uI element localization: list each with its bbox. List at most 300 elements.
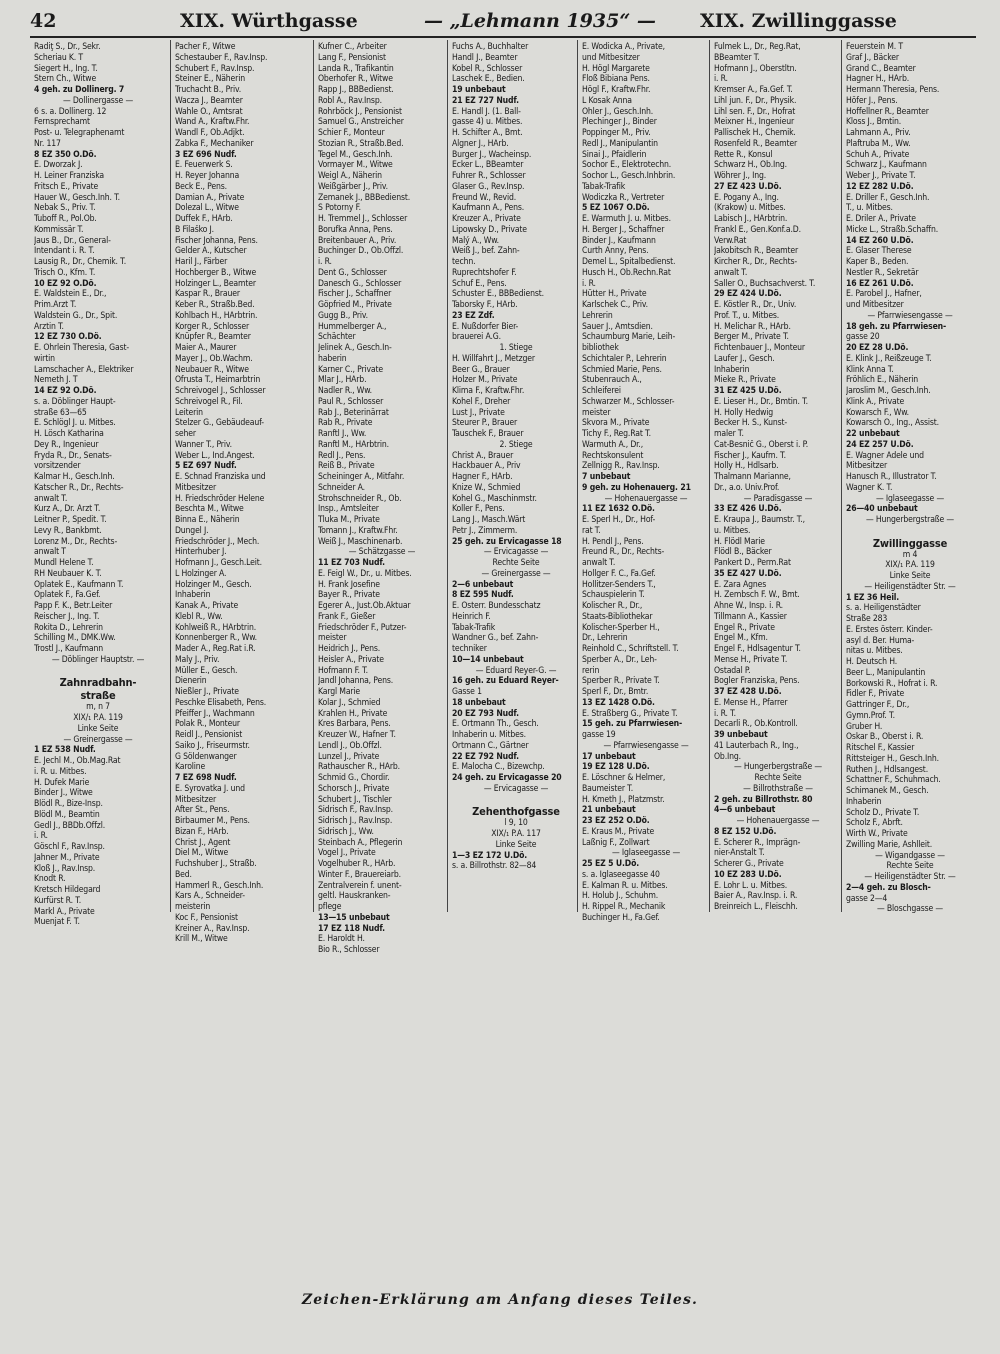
directory-entry-line: 29 EZ 424 U.Dö. bbox=[714, 289, 782, 300]
directory-entry-line: Klima F., Kraftw.Fhr. bbox=[452, 386, 525, 396]
directory-entry-line: Rohrböck J., Pensionist bbox=[318, 106, 402, 117]
directory-entry-line: Hauer W., Gesch.Inh. T. bbox=[34, 192, 120, 203]
directory-entry-line: Redl J., Pens. bbox=[318, 450, 366, 461]
directory-entry-line: wirtin bbox=[34, 353, 55, 364]
directory-entry-line: 31 EZ 425 U.Dö. bbox=[714, 386, 782, 396]
directory-entry-line: m, n 7 bbox=[86, 702, 110, 713]
directory-entry-line: Kohel G., Maschinmstr. bbox=[452, 493, 537, 504]
directory-entry-line: E. Schnad Franziska und bbox=[175, 472, 266, 482]
directory-entry-line: Schreivogel R., Fil. bbox=[175, 396, 243, 407]
directory-entry-line: E. Glaser Therese bbox=[846, 246, 912, 257]
directory-entry-line: i. R. bbox=[34, 831, 48, 842]
directory-column-2 bbox=[175, 42, 303, 945]
directory-entry-line: E. Erstes österr. Kinder- bbox=[846, 624, 933, 635]
directory-entry-line: 5 EZ 697 Nudf. bbox=[175, 461, 237, 472]
directory-entry-line: Pallischek H., Chemik. bbox=[714, 128, 796, 138]
directory-entry-line: H. Lösch Katharina bbox=[34, 429, 104, 439]
directory-entry-line: Holzinger L., Beamter bbox=[175, 278, 256, 289]
header-rule bbox=[30, 36, 976, 38]
directory-entry-line: Labisch J., HArbtrin. bbox=[714, 214, 788, 224]
directory-entry-line: Kretsch Hildegard bbox=[34, 885, 101, 895]
directory-entry-line: Rab J., Beterinärrat bbox=[318, 407, 389, 418]
directory-entry-line: Radiţ S., Dr., Sekr. bbox=[34, 42, 101, 52]
directory-entry-line: Scholz D., Private T. bbox=[846, 807, 920, 818]
directory-entry-line: Christ A., Brauer bbox=[452, 450, 514, 461]
directory-entry-line: Koller F., Pens. bbox=[452, 504, 505, 515]
directory-entry-line: — Hohenauergasse — bbox=[604, 493, 688, 504]
directory-entry-line: maler T. bbox=[714, 429, 744, 439]
directory-entry-line: 6 s. a. Dollinerg. 12 bbox=[34, 106, 107, 117]
directory-entry-line: 13—15 unbebaut bbox=[318, 912, 390, 923]
directory-entry-line: Klink Anna T. bbox=[846, 364, 894, 375]
directory-entry-line: — Iglaseegasse — bbox=[875, 493, 945, 504]
directory-entry-line: Baumeister T. bbox=[582, 783, 634, 794]
directory-entry-line: 1 EZ 36 Heil. bbox=[846, 592, 900, 603]
directory-entry-line: meister bbox=[318, 633, 347, 644]
directory-entry-line: Christ J., Agent bbox=[175, 837, 231, 848]
directory-entry-line: Engel R., Private bbox=[714, 622, 775, 633]
directory-entry-line: E. Haroldt H. bbox=[318, 934, 365, 945]
directory-entry-line: E. Klink J., Reißzeuge T. bbox=[846, 353, 932, 364]
directory-entry-line: — Hohenauergasse — bbox=[736, 816, 820, 826]
directory-entry-line: Inhaberin bbox=[714, 364, 750, 375]
directory-entry-line: Schubert F., Rav.Insp. bbox=[175, 63, 255, 74]
directory-entry-line: Redl J., Manipulantin bbox=[582, 138, 658, 149]
directory-entry-line: 24 EZ 257 U.Dö. bbox=[846, 439, 914, 450]
directory-entry-line: Wandl F., Ob.Adjkt. bbox=[175, 128, 245, 138]
directory-entry-line: l 9, 10 bbox=[504, 818, 528, 829]
directory-entry-line: seher bbox=[175, 429, 196, 439]
directory-entry-line: Vogel J., Private bbox=[318, 848, 376, 859]
directory-entry-line: E. Lohr L. u. Mitbes. bbox=[714, 880, 788, 891]
directory-entry-line: Keber R., Straßb.Bed. bbox=[175, 300, 255, 310]
directory-entry-line: — Ervicagasse — bbox=[483, 547, 549, 558]
directory-entry-line: Zwillinggasse bbox=[872, 536, 948, 550]
directory-entry-line: Weiß J., Maschinenarb. bbox=[318, 536, 403, 547]
directory-entry-line: Kommissär T. bbox=[34, 224, 84, 235]
directory-entry-line: Lausig R., Dr., Chemik. T. bbox=[34, 257, 127, 267]
directory-entry-line: nitas u. Mitbes. bbox=[846, 646, 903, 657]
directory-entry-line: Kars A., Schneider- bbox=[175, 891, 245, 902]
directory-entry-line: H. Rippel R., Mechanik bbox=[582, 902, 666, 912]
directory-entry-line: Karoline bbox=[175, 762, 206, 773]
directory-entry-line: Schauspielerin T. bbox=[582, 590, 645, 601]
directory-entry-line: Polak R., Monteur bbox=[175, 719, 240, 730]
directory-entry-line: — Hungerbergstraße — bbox=[733, 762, 823, 773]
directory-entry-line: Hagner H., HArb. bbox=[846, 74, 910, 85]
directory-entry-line: Holzinger M., Gesch. bbox=[175, 579, 252, 590]
directory-entry-line: Ohler J., Gesch.Inh. bbox=[582, 106, 654, 117]
directory-entry-line: Beck E., Pens. bbox=[175, 181, 227, 192]
directory-entry-line: Poppinger M., Priv. bbox=[582, 128, 651, 138]
directory-entry-line: Jandl Johanna, Pens. bbox=[318, 676, 394, 687]
directory-entry-line: Scheininger A., Mitfahr. bbox=[318, 472, 405, 482]
directory-entry-line: E. Löschner & Helmer, bbox=[582, 773, 666, 783]
directory-entry-line: Ostadal P. bbox=[714, 665, 751, 676]
directory-entry-line: 24 geh. zu Ervicagasse 20 bbox=[452, 773, 562, 783]
directory-entry-line: Wand A., Kraftw.Fhr. bbox=[175, 117, 250, 128]
directory-entry-line: Gattringer F., Dr., bbox=[846, 700, 910, 710]
directory-column-6 bbox=[714, 42, 842, 913]
directory-entry-line: Göpfried M., Private bbox=[318, 300, 392, 310]
directory-entry-line: H. Leiner Franziska bbox=[34, 171, 105, 181]
directory-entry-line: Trisch O., Kfm. T. bbox=[34, 267, 96, 278]
directory-entry-line: Pfeiffer J., Wachmann bbox=[175, 708, 255, 719]
directory-entry-line: Baier A., Rav.Insp. i. R. bbox=[714, 891, 798, 902]
directory-entry-line: Krill M., Witwe bbox=[175, 934, 228, 945]
directory-entry-line: Grand C., Beamter bbox=[846, 63, 916, 74]
directory-entry-line: Fischer Johanna, Pens. bbox=[175, 235, 258, 246]
directory-entry-line: Trostl J., Kaufmann bbox=[34, 644, 103, 654]
directory-entry-line: Schwarzer M., Schlosser- bbox=[582, 396, 675, 407]
directory-entry-line: Hammerl R., Gesch.Inh. bbox=[175, 880, 264, 891]
directory-entry-line: Lihl jun. F., Dr., Physik. bbox=[714, 95, 797, 106]
directory-entry-line: Lipowsky D., Private bbox=[452, 224, 527, 235]
directory-entry-line: Weber J., Private T. bbox=[846, 171, 916, 181]
directory-entry-line: Weißgärber J., Priv. bbox=[318, 181, 388, 192]
directory-entry-line: Egerer A., Just.Ob.Aktuar bbox=[318, 601, 411, 611]
directory-entry-line: Sochor E., Elektrotechn. bbox=[582, 160, 672, 171]
directory-entry-line: Kreuzer W., Hafner T. bbox=[318, 730, 396, 740]
directory-entry-line: Frank F., Gießer bbox=[318, 611, 376, 622]
directory-entry-line: Tomann J., Kraftw.Fhr. bbox=[318, 525, 398, 536]
directory-entry-line: Lang J., Masch.Wärt bbox=[452, 515, 526, 525]
directory-entry-line: 25 EZ 5 U.Dö. bbox=[582, 859, 640, 869]
directory-entry-line: anwalt T. bbox=[582, 558, 616, 568]
directory-entry-line: — Schätzgasse — bbox=[348, 547, 416, 558]
directory-entry-line: E. Wagner Adele und bbox=[846, 450, 924, 461]
directory-entry-line: 4 geh. zu Dollinerg. 7 bbox=[34, 85, 125, 95]
directory-entry-line: Kircher R., Dr., Rechts- bbox=[714, 257, 798, 267]
directory-entry-line: — Heiligenstädter Str. — bbox=[864, 581, 956, 592]
directory-entry-line: 23 EZ Zdf. bbox=[452, 310, 495, 321]
directory-entry-line: Lamschacher A., Elektriker bbox=[34, 364, 134, 375]
directory-entry-line: 37 EZ 428 U.Dö. bbox=[714, 687, 782, 697]
directory-entry-line: Kobel R., Schlosser bbox=[452, 63, 523, 74]
directory-entry-line: meister bbox=[582, 407, 611, 418]
directory-entry-line: 2. Stiege bbox=[499, 439, 533, 450]
directory-entry-line: — Bloschgasse — bbox=[877, 904, 943, 915]
directory-entry-line: u. Mitbes. bbox=[714, 525, 751, 536]
directory-entry-line: Gymn.Prof. T. bbox=[846, 710, 895, 721]
directory-entry-line: Rechte Seite bbox=[754, 773, 802, 783]
directory-entry-line: Verw.Rat bbox=[714, 235, 747, 246]
directory-entry-line: Reinhold C., Schriftstell. T. bbox=[582, 644, 679, 654]
directory-entry-line: Handl J., Beamter bbox=[452, 52, 518, 63]
directory-entry-line: 15 geh. zu Pfarrwiesen- bbox=[582, 719, 683, 730]
directory-entry-line: L Holzinger A. bbox=[175, 568, 227, 579]
directory-entry-line: Klebl R., Ww. bbox=[175, 611, 223, 622]
directory-entry-line: Fuhrer R., Schlosser bbox=[452, 171, 526, 181]
directory-entry-line: Hofmann J., Oberstltn. bbox=[714, 63, 797, 74]
directory-entry-line: Beschta M., Witwe bbox=[175, 504, 244, 515]
directory-entry-line: Schwarz H., Ob.Ing. bbox=[714, 160, 787, 171]
directory-entry-line: — Pfarrwiesengasse — bbox=[603, 740, 689, 751]
directory-entry-line: Wanner T., Priv. bbox=[175, 439, 232, 450]
directory-entry-line: Ruthen J., Hdlsangest. bbox=[846, 764, 928, 775]
directory-entry-line: 10 EZ 283 U.Dö. bbox=[714, 869, 782, 880]
directory-entry-line: nier-Anstalt T. bbox=[714, 848, 765, 859]
directory-entry-line: H. Dufek Marie bbox=[34, 777, 90, 788]
directory-entry-line: Gruber H. bbox=[846, 721, 883, 732]
directory-entry-line: Nießler J., Private bbox=[175, 687, 239, 697]
directory-column-4 bbox=[452, 42, 580, 872]
directory-entry-line: Lang F., Pensionist bbox=[318, 52, 386, 63]
directory-entry-line: Prof. T., u. Mitbes. bbox=[714, 310, 780, 321]
directory-entry-line: E. Dworzak J. bbox=[34, 160, 83, 171]
directory-entry-line: Schreivogel J., Schlosser bbox=[175, 386, 266, 396]
directory-entry-line: Demel L., Spitalbedienst. bbox=[582, 257, 676, 267]
directory-entry-line: 2—6 unbebaut bbox=[452, 579, 514, 590]
directory-entry-line: H. Berger J., Schaffner bbox=[582, 224, 665, 235]
directory-entry-line: Wahle O., Amtsrat bbox=[175, 106, 243, 117]
directory-entry-line: Zemanek J., BBBedienst. bbox=[318, 192, 411, 203]
directory-entry-line: Tillmann A., Kassier bbox=[714, 611, 787, 622]
directory-entry-line: Papp F. K., Betr.Leiter bbox=[34, 601, 113, 611]
directory-entry-line: Thalmann Marianne, bbox=[714, 472, 791, 482]
directory-entry-line: 11 EZ 703 Nudf. bbox=[318, 558, 385, 568]
directory-entry-line: H. Melichar R., HArb. bbox=[714, 321, 791, 332]
directory-entry-line: E. Jechl M., Ob.Mag.Rat bbox=[34, 756, 121, 766]
directory-entry-line: Plaftruba M., Ww. bbox=[846, 138, 911, 149]
directory-entry-line: Rosenfeld R., Beamter bbox=[714, 138, 797, 149]
directory-entry-line: Micke L., Straßb.Schaffn. bbox=[846, 224, 939, 235]
directory-entry-line: Intendant i. R. T. bbox=[34, 246, 95, 257]
directory-entry-line: Arztin T. bbox=[34, 321, 64, 332]
directory-entry-line: Burger J., Wacheinsp. bbox=[452, 149, 532, 160]
directory-entry-line: Vormayer M., Witwe bbox=[318, 160, 393, 171]
directory-entry-line: H. Flödl Marie bbox=[714, 536, 765, 547]
directory-entry-line: Ortmann C., Gärtner bbox=[452, 740, 529, 751]
directory-entry-line: Borufka Anna, Pens. bbox=[318, 224, 393, 235]
directory-entry-line: E. Parobel J., Hafner, bbox=[846, 289, 922, 300]
directory-entry-line: — Greinergasse — bbox=[63, 734, 133, 745]
directory-entry-line: Fischer J., Kaufm. T. bbox=[714, 450, 786, 461]
directory-entry-line: Graf J., Bäcker bbox=[846, 52, 899, 63]
directory-entry-line: Stern Ch., Witwe bbox=[34, 74, 97, 85]
directory-entry-line: Tabak-Trafik bbox=[582, 181, 626, 192]
directory-entry-line: Tauschek F., Brauer bbox=[452, 429, 524, 439]
directory-entry-line: Waldstein G., Dr., Spit. bbox=[34, 310, 118, 321]
directory-entry-line: 12 EZ 730 O.Dö. bbox=[34, 332, 102, 343]
directory-entry-line: Wodiczka R., Vertreter bbox=[582, 192, 665, 203]
directory-entry-line: E. Malocha C., Bizewchp. bbox=[452, 762, 545, 773]
directory-entry-line: Sidrisch J., Rav.Insp. bbox=[318, 816, 393, 826]
directory-entry-line: Pacher F., Witwe bbox=[175, 42, 236, 52]
directory-entry-line: 7 EZ 698 Nudf. bbox=[175, 773, 237, 783]
directory-entry-line: E. Ohrlein Theresia, Gast- bbox=[34, 343, 129, 353]
directory-entry-line: 18 geh. zu Pfarrwiesen- bbox=[846, 321, 947, 332]
directory-entry-line: Vogelhuber R., HArb. bbox=[318, 859, 396, 869]
directory-entry-line: Rokita D., Lehrerin bbox=[34, 622, 103, 633]
directory-entry-line: Gugg B., Priv. bbox=[318, 310, 368, 321]
directory-entry-line: geltl. Hauskranken- bbox=[318, 891, 391, 902]
directory-entry-line: 21 unbebaut bbox=[582, 805, 636, 816]
directory-entry-line: Fuchshuber J., Straßb. bbox=[175, 859, 257, 869]
directory-entry-line: 10 EZ 92 O.Dö. bbox=[34, 278, 97, 289]
directory-entry-line: Binder J., Witwe bbox=[34, 788, 93, 799]
directory-entry-line: E. Feigl W., Dr., u. Mitbes. bbox=[318, 568, 412, 579]
directory-entry-line: anwalt T. bbox=[34, 493, 68, 504]
directory-entry-line: — Wigandgasse — bbox=[875, 850, 945, 861]
directory-entry-line: Kargl Marie bbox=[318, 687, 361, 697]
directory-entry-line: Sperl F., Dr., Bmtr. bbox=[582, 687, 649, 697]
directory-entry-line: 8 EZ 152 U.Dö. bbox=[714, 826, 777, 837]
directory-entry-line: Post- u. Telegraphenamt bbox=[34, 128, 125, 138]
directory-entry-line: 8 EZ 595 Nudf. bbox=[452, 590, 514, 601]
directory-entry-line: Weiß J., bef. Zahn- bbox=[452, 246, 520, 257]
directory-entry-line: Nemeth J. T bbox=[34, 375, 78, 386]
directory-entry-line: Fulmek L., Dr., Reg.Rat, bbox=[714, 42, 801, 52]
directory-entry-line: H. Tremmel J., Schlosser bbox=[318, 214, 408, 224]
directory-entry-line: XIX/₁ P.A. 117 bbox=[491, 829, 541, 839]
directory-entry-line: Petr J., Zimmerm. bbox=[452, 525, 518, 536]
directory-entry-line: H. Högl Margarete bbox=[582, 63, 650, 74]
page-number: 42 bbox=[30, 10, 57, 32]
directory-entry-line: Dey R., Ingenieur bbox=[34, 439, 99, 450]
directory-entry-line: E. Feuerwerk S. bbox=[175, 160, 233, 171]
directory-entry-line: Zahnradbahn- bbox=[59, 676, 137, 690]
page-header bbox=[28, 6, 978, 34]
directory-entry-line: Tuboff R., Pol.Ob. bbox=[34, 214, 97, 224]
directory-entry-line: Prim.Arzt T. bbox=[34, 300, 77, 310]
directory-entry-line: Kalmar H., Gesch.Inh. bbox=[34, 472, 115, 482]
directory-entry-line: Freund R., Dr., Rechts- bbox=[582, 547, 665, 558]
directory-entry-line: 17 EZ 118 Nudf. bbox=[318, 923, 385, 934]
left-street-title: XIX. Würthgasse bbox=[180, 10, 358, 32]
directory-entry-line: Kowarsch F., Ww. bbox=[846, 407, 909, 418]
directory-entry-line: After St., Pens. bbox=[175, 805, 230, 816]
directory-entry-line: Bogler Franziska, Pens. bbox=[714, 676, 800, 687]
directory-entry-line: Wirth W., Private bbox=[846, 829, 908, 839]
directory-entry-line: s. a. Billrothstr. 82—84 bbox=[452, 861, 537, 872]
directory-entry-line: gasse 19 bbox=[582, 730, 616, 740]
directory-entry-line: Taborsky F., HArb. bbox=[452, 300, 518, 310]
directory-entry-line: Kolischer-Sperber H., bbox=[582, 622, 660, 633]
directory-entry-line bbox=[452, 795, 580, 806]
directory-entry-line: Stubenrauch A., bbox=[582, 375, 642, 386]
directory-entry-line: straße 63—65 bbox=[34, 407, 87, 418]
directory-entry-line: E. Waldstein E., Dr., bbox=[34, 289, 107, 300]
directory-entry-line: Sochor L., Gesch.Inhbrin. bbox=[582, 171, 676, 181]
directory-entry-line: Sidrisch J., Ww. bbox=[318, 826, 374, 837]
directory-entry-line: m 4 bbox=[902, 549, 918, 560]
directory-entry-line: Hermann Theresia, Pens. bbox=[846, 85, 940, 95]
directory-entry-line: Höfer J., Pens. bbox=[846, 95, 898, 106]
directory-entry-line: Weigl A., Näherin bbox=[318, 171, 382, 181]
directory-entry-line: Kohlbach H., HArbtrin. bbox=[175, 310, 258, 321]
directory-entry-line: Weber L., Ind.Angest. bbox=[175, 450, 255, 461]
directory-entry-line: Danesch G., Schlosser bbox=[318, 278, 402, 289]
directory-entry-line: Binder J., Kaufmann bbox=[582, 235, 656, 246]
directory-entry-line: Straße 283 bbox=[846, 614, 888, 624]
directory-entry-line: H. Pendl J., Pens. bbox=[582, 536, 644, 547]
directory-entry-line: Kaspar R., Brauer bbox=[175, 289, 240, 300]
directory-entry-line: — Ervicagasse — bbox=[483, 783, 549, 794]
directory-entry-line: Mundl Helene T. bbox=[34, 558, 94, 568]
directory-entry-line: Inhaberin bbox=[175, 590, 211, 601]
directory-entry-line: Hinterhuber J. bbox=[175, 547, 227, 558]
directory-entry-line: Rechtskonsulent bbox=[582, 450, 644, 461]
directory-entry-line: Hollitzer-Senders T., bbox=[582, 579, 656, 590]
directory-entry-line: Fuchs A., Buchhalter bbox=[452, 42, 529, 52]
directory-entry-line: H. Holly Hedwig bbox=[714, 407, 774, 418]
directory-entry-line: Dr., a.o. Univ.Prof. bbox=[714, 482, 780, 493]
directory-entry-line: Kaufmann A., Pens. bbox=[452, 203, 525, 214]
directory-entry-line: H. Deutsch H. bbox=[846, 657, 898, 667]
directory-entry-line: Schattner F., Schuhmach. bbox=[846, 775, 941, 786]
directory-entry-line: Reidl J., Pensionist bbox=[175, 730, 243, 740]
directory-entry-line: Wacza J., Beamter bbox=[175, 95, 243, 106]
directory-entry-line: Lendl J., Ob.Offzl. bbox=[318, 740, 382, 751]
directory-entry-line: E. Nußdorfer Bier- bbox=[452, 321, 519, 332]
directory-entry-line: Schubert J., Tischler bbox=[318, 794, 392, 805]
directory-entry-line: meisterin bbox=[175, 902, 211, 912]
directory-entry-line: 25 geh. zu Ervicagasse 18 bbox=[452, 536, 562, 547]
directory-entry-line: Beer G., Brauer bbox=[452, 364, 510, 375]
directory-entry-line: Heinrich F. bbox=[452, 611, 491, 622]
directory-entry-line: Fernsprechamt bbox=[34, 117, 90, 128]
directory-entry-line: Schmid G., Chordir. bbox=[318, 773, 390, 783]
directory-entry-line: Gedl J., BBDb.Offzl. bbox=[34, 820, 106, 831]
directory-entry-line: H. Friedschröder Helene bbox=[175, 493, 265, 504]
directory-entry-line: gasse 2—4 bbox=[846, 893, 888, 904]
directory-entry-line: Becker H. S., Kunst- bbox=[714, 418, 788, 429]
directory-entry-line: 10—14 unbebaut bbox=[452, 654, 524, 665]
directory-entry-line: Birbaumer M., Pens. bbox=[175, 816, 250, 826]
directory-entry-line: Rechte Seite bbox=[492, 558, 540, 568]
directory-entry-line: 3 EZ 696 Nudf. bbox=[175, 149, 237, 160]
directory-entry-line: Fischer J., Schaffner bbox=[318, 289, 392, 300]
directory-entry-line: Rathauscher R., HArb. bbox=[318, 762, 400, 773]
directory-entry-line: Pankert D., Perm.Rat bbox=[714, 558, 791, 568]
directory-entry-line: E. Driller F., Gesch.Inh. bbox=[846, 192, 930, 203]
directory-entry-line: Tegel M., Gesch.Inh. bbox=[318, 149, 393, 160]
directory-entry-line: Stelzer G., Gebäudeauf- bbox=[175, 418, 264, 429]
directory-entry-line: Hoffellner R., Beamter bbox=[846, 106, 929, 117]
directory-entry-line: Katscher R., Dr., Rechts- bbox=[34, 482, 124, 493]
column-divider bbox=[447, 40, 448, 912]
directory-entry-line: Ecker L., BBeamter bbox=[452, 160, 524, 171]
directory-entry-line: 22 unbebaut bbox=[846, 429, 900, 439]
directory-entry-line: E. Schlögl J. u. Mitbes. bbox=[34, 418, 116, 429]
directory-entry-line: Malý A., Ww. bbox=[452, 235, 499, 246]
directory-entry-line: E. Lieser H., Dr., Bmtin. T. bbox=[714, 396, 808, 407]
directory-entry-line: Kurfürst R. T. bbox=[34, 895, 82, 906]
directory-entry-line: Duffek F., HArb. bbox=[175, 214, 233, 224]
directory-entry-line: Schestauber F., Rav.Insp. bbox=[175, 52, 268, 63]
directory-entry-line: Mense H., Private T. bbox=[714, 654, 788, 665]
directory-entry-line: Reischer J., Ing. T. bbox=[34, 611, 100, 622]
directory-entry-line: Flödl B., Bäcker bbox=[714, 547, 772, 558]
directory-entry-line: Hofmann F. T. bbox=[318, 665, 368, 676]
directory-entry-line: Sinai J., Pfaidlerin bbox=[582, 149, 647, 160]
directory-entry-line: Kreiner A., Rav.Insp. bbox=[175, 923, 250, 934]
directory-entry-line: Lust J., Private bbox=[452, 407, 505, 418]
directory-entry-line: Linke Seite bbox=[495, 839, 537, 850]
directory-entry-line: E. Handl J. (1. Ball- bbox=[452, 106, 521, 117]
directory-entry-line: Schilling M., DMK.Ww. bbox=[34, 633, 116, 644]
directory-entry-line: — Hungerbergstraße — bbox=[865, 515, 955, 525]
directory-entry-line: Högl F., Kraftw.Fhr. bbox=[582, 85, 651, 95]
directory-entry-line: Nadler R., Ww. bbox=[318, 386, 372, 396]
directory-entry-line: Staats-Bibliothekar bbox=[582, 611, 653, 622]
directory-entry-line: H. Zembsch F. W., Bmt. bbox=[714, 590, 800, 601]
directory-entry-line: Kurz A., Dr. Arzt T. bbox=[34, 504, 101, 515]
directory-entry-line: Kufner C., Arbeiter bbox=[318, 42, 387, 52]
directory-entry-line: Fritsch E., Private bbox=[34, 181, 99, 192]
directory-entry-line: Ofrusta T., Heimarbtrin bbox=[175, 375, 261, 386]
